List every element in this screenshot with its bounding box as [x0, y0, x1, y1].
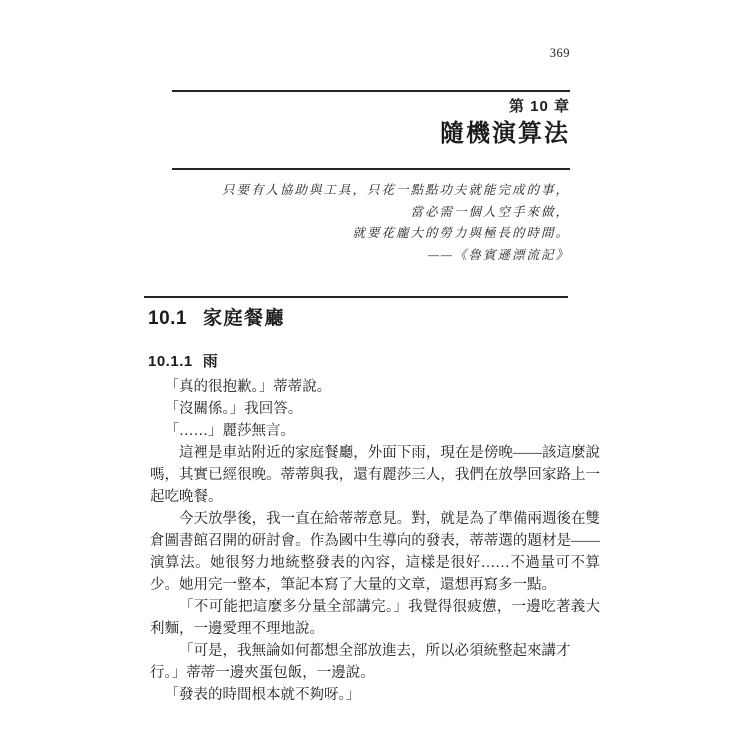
page-number: 369	[549, 46, 570, 60]
epigraph-line: 只要有人協助與工具，只花一點點功夫就能完成的事，	[221, 183, 570, 197]
epigraph-line: 當必需一個人空手來做，	[410, 204, 570, 219]
section-number: 10.1	[148, 308, 187, 329]
body-text-line: 少。她用完一整本，筆記本寫了大量的文章，還想再寫多一點。	[150, 577, 556, 593]
chapter-top-rule	[172, 90, 570, 92]
chapter-heading	[440, 96, 570, 149]
epigraph-line: 就要花龐大的勞力與極長的時間。	[352, 226, 570, 240]
body-text-line: 這裡是車站附近的家庭餐廳，外面下雨，現在是傍晚——該這麼說	[179, 445, 600, 461]
epigraph	[222, 180, 570, 266]
body-text-line: 「可是，我無論如何都想全部放進去，所以必須統整起來講才	[179, 643, 571, 659]
body-text-line: 演算法。她很努力地統整發表的內容，這樣是很好……不過量可不算	[150, 555, 600, 571]
body-text-line: 利麵，一邊愛理不理地說。	[150, 621, 324, 637]
body-text-line: 「沒關係。」我回答。	[164, 401, 303, 417]
section-top-rule	[144, 296, 568, 298]
body-text-line: 「發表的時間根本就不夠呀。」	[164, 687, 361, 703]
body-text-line: 嗎，其實已經很晚。蒂蒂與我，還有麗莎三人，我們在放學回家路上一	[150, 467, 600, 483]
body-text-line: 「……」麗莎無言。	[164, 423, 295, 439]
body-text-line: 行。」蒂蒂一邊夾蛋包飯，一邊說。	[150, 665, 375, 681]
body-text-line: 倉圖書館召開的研討會。作為國中生導向的發表，蒂蒂選的題材是——	[150, 533, 600, 549]
section-heading	[148, 303, 285, 330]
body-text	[150, 376, 600, 706]
body-text-line: 今天放學後，我一直在給蒂蒂意見。對，就是為了準備兩週後在雙	[179, 511, 600, 527]
subsection-title: 雨	[202, 353, 219, 370]
body-text-line: 「不可能把這麼多分量全部講完。」我覺得很疲憊，一邊吃著義大	[179, 599, 600, 615]
section-title: 家庭餐廳	[202, 308, 285, 329]
subsection-number: 10.1.1	[148, 353, 193, 370]
epigraph-top-rule	[172, 168, 570, 170]
body-text-line: 「真的很抱歉。」蒂蒂說。	[164, 379, 332, 395]
body-text-line: 起吃晚餐。	[150, 489, 223, 505]
epigraph-attribution: ——《魯賓遜漂流記》	[427, 247, 570, 262]
chapter-number-label: 第 10 章	[508, 98, 570, 115]
subsection-heading	[148, 350, 219, 371]
chapter-title: 隨機演算法	[440, 120, 570, 147]
